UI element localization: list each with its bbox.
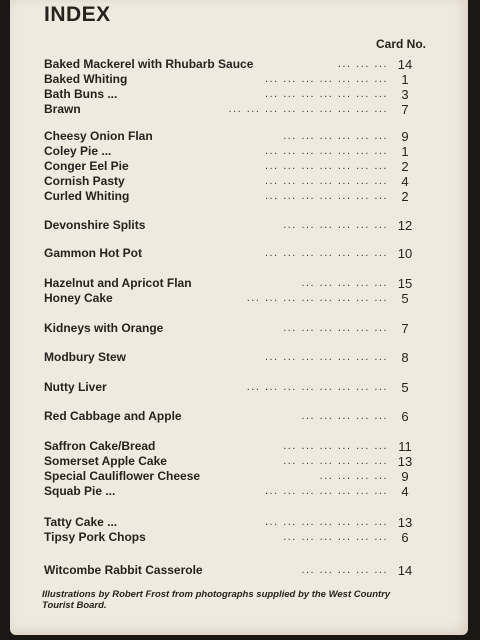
index-entry — [44, 469, 430, 484]
entry-name: Conger Eel Pie — [44, 159, 129, 173]
entry-leader-dots: ... ... ... ... ... ... — [283, 130, 388, 142]
entry-name: Honey Cake — [44, 291, 113, 305]
index-entry — [44, 515, 430, 530]
index-entry — [44, 159, 430, 174]
entry-leader-dots: ... ... ... ... ... ... — [283, 322, 388, 334]
entry-name: Witcombe Rabbit Casserole — [44, 563, 203, 577]
entry-name: Curled Whiting — [44, 189, 130, 203]
entry-leader-dots: ... ... ... ... ... ... — [283, 219, 388, 231]
entry-card-number: 13 — [397, 454, 413, 469]
entry-card-number: 6 — [401, 530, 409, 545]
index-entry — [44, 350, 430, 365]
entry-name: Baked Mackerel with Rhubarb Sauce — [44, 57, 254, 71]
entry-card-number: 4 — [401, 174, 409, 189]
entry-name: Saffron Cake/Bread — [44, 439, 156, 453]
index-entry — [44, 291, 430, 306]
index-entry — [44, 102, 430, 117]
entry-leader-dots: ... ... ... ... ... ... ... — [264, 145, 388, 157]
entry-leader-dots: ... ... ... ... ... ... — [283, 440, 388, 452]
index-entry — [44, 57, 430, 72]
entry-card-number: 1 — [401, 72, 409, 87]
entry-leader-dots: ... ... ... ... ... ... ... — [264, 175, 388, 187]
page-title: INDEX — [44, 3, 111, 26]
entry-card-number: 9 — [401, 469, 409, 484]
entry-card-number: 14 — [397, 57, 413, 72]
entry-leader-dots: ... ... ... ... — [319, 470, 388, 482]
entry-leader-dots: ... ... ... ... ... ... ... ... — [246, 292, 388, 304]
entry-leader-dots: ... ... ... ... ... ... ... — [264, 190, 388, 202]
index-entry — [44, 563, 430, 578]
entry-name: Somerset Apple Cake — [44, 454, 167, 468]
index-entry — [44, 454, 430, 469]
entry-leader-dots: ... ... ... ... ... ... ... — [264, 160, 388, 172]
entry-name: Hazelnut and Apricot Flan — [44, 276, 192, 290]
entry-leader-dots: ... ... ... ... ... — [301, 564, 388, 576]
entry-name: Kidneys with Orange — [44, 321, 164, 335]
index-entry — [44, 174, 430, 189]
entry-card-number: 10 — [397, 246, 413, 261]
entry-leader-dots: ... ... ... ... ... ... — [283, 531, 388, 543]
entry-card-number: 7 — [401, 321, 409, 336]
entry-leader-dots: ... ... ... ... ... ... ... ... ... — [228, 103, 388, 115]
index-entry — [44, 87, 430, 102]
index-entry — [44, 129, 430, 144]
index-entry — [44, 276, 430, 291]
entry-leader-dots: ... ... ... ... ... ... ... — [264, 351, 388, 363]
entry-leader-dots: ... ... ... ... ... ... ... ... — [246, 381, 388, 393]
entry-leader-dots: ... ... ... ... ... ... ... — [264, 73, 388, 85]
entry-card-number: 2 — [401, 189, 409, 204]
entry-card-number: 14 — [397, 563, 413, 578]
entry-name: Coley Pie ... — [44, 144, 112, 158]
entry-name: Tatty Cake ... — [44, 515, 118, 529]
entry-card-number: 2 — [401, 159, 409, 174]
entry-name: Red Cabbage and Apple — [44, 409, 182, 423]
entry-card-number: 4 — [401, 484, 409, 499]
index-entry — [44, 189, 430, 204]
entry-leader-dots: ... ... ... — [337, 58, 388, 70]
entry-name: Gammon Hot Pot — [44, 246, 142, 260]
entry-leader-dots: ... ... ... ... ... ... ... — [264, 88, 388, 100]
entry-name: Devonshire Splits — [44, 218, 146, 232]
entry-leader-dots: ... ... ... ... ... ... ... — [264, 247, 388, 259]
entry-card-number: 15 — [397, 276, 413, 291]
entry-card-number: 3 — [401, 87, 409, 102]
index-list — [10, 0, 468, 635]
entry-name: Cornish Pasty — [44, 174, 125, 188]
entry-name: Baked Whiting — [44, 72, 128, 86]
entry-name: Modbury Stew — [44, 350, 127, 364]
index-entry — [44, 246, 430, 261]
entry-card-number: 12 — [397, 218, 413, 233]
entry-card-number: 8 — [401, 350, 409, 365]
entry-leader-dots: ... ... ... ... ... ... ... — [264, 516, 388, 528]
index-entry — [44, 321, 430, 336]
index-entry — [44, 439, 430, 454]
index-entry — [44, 409, 430, 424]
entry-name: Cheesy Onion Flan — [44, 129, 153, 143]
entry-card-number: 5 — [401, 380, 409, 395]
entry-leader-dots: ... ... ... ... ... — [301, 410, 388, 422]
index-entry — [44, 530, 430, 545]
entry-card-number: 5 — [401, 291, 409, 306]
index-entry — [44, 484, 430, 499]
entry-name: Squab Pie ... — [44, 484, 116, 498]
entry-card-number: 6 — [401, 409, 409, 424]
entry-card-number: 13 — [397, 515, 413, 530]
entry-name: Bath Buns ... — [44, 87, 118, 101]
entry-name: Nutty Liver — [44, 380, 107, 394]
index-entry — [44, 72, 430, 87]
entry-name: Tipsy Pork Chops — [44, 530, 146, 544]
index-card — [10, 0, 468, 635]
entry-name: Brawn — [44, 102, 81, 116]
entry-leader-dots: ... ... ... ... ... ... ... — [264, 485, 388, 497]
entry-card-number: 9 — [401, 129, 409, 144]
card-number-header: Card No. — [376, 37, 427, 51]
index-entry — [44, 144, 430, 159]
illustration-credit: Illustrations by Robert Frost from photographs supplied by the West Country Tourist Board. — [42, 589, 391, 611]
entry-leader-dots: ... ... ... ... ... — [301, 277, 388, 289]
entry-name: Special Cauliflower Cheese — [44, 469, 201, 483]
index-entry — [44, 380, 430, 395]
entry-card-number: 7 — [401, 102, 409, 117]
entry-card-number: 1 — [401, 144, 409, 159]
entry-card-number: 11 — [398, 439, 412, 454]
index-entry — [44, 218, 430, 233]
entry-leader-dots: ... ... ... ... ... ... — [283, 455, 388, 467]
